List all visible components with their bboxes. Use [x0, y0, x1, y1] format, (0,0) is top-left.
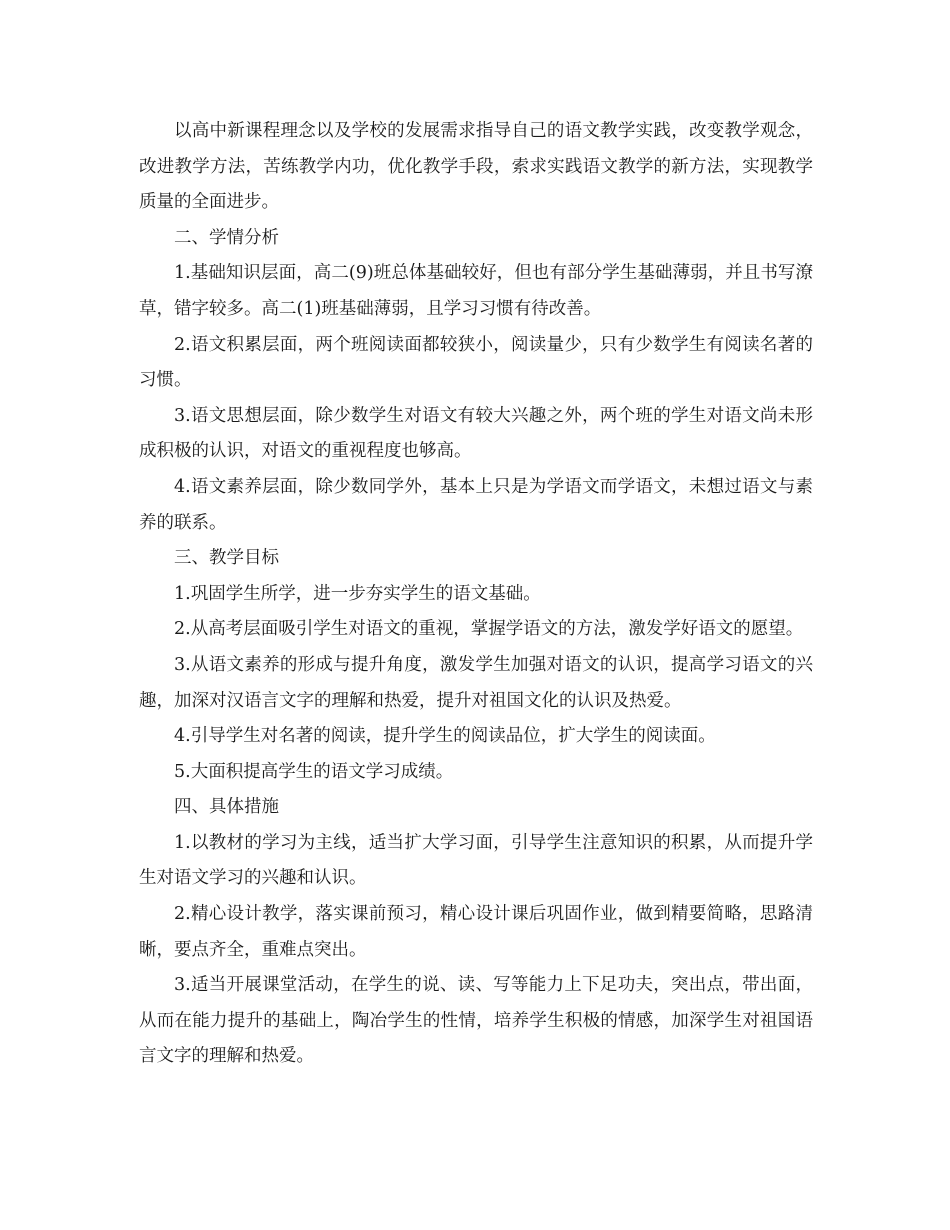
paragraph-measure-2: 2.精心设计教学，落实课前预习，精心设计课后巩固作业，做到精要简略，思路清晰，要点齐全，重难点突出。	[139, 904, 813, 960]
paragraph-goal-4: 4.引导学生对名著的阅读，提升学生的阅读品位，扩大学生的阅读面。	[174, 726, 716, 747]
paragraph-analysis-1: 1.基础知识层面，高二(9)班总体基础较好，但也有部分学生基础薄弱，并且书写潦草，错字较多。高二(1)班基础薄弱，且学习习惯有待改善。	[139, 263, 813, 319]
paragraph-analysis-4: 4.语文素养层面，除少数同学外，基本上只是为学语文而学语文，未想过语文与素养的联系。	[139, 476, 813, 533]
paragraph-goal-5: 5.大面积提高学生的语文学习成绩。	[174, 761, 454, 782]
paragraph-goal-1: 1.巩固学生所学，进一步夯实学生的语文基础。	[174, 583, 541, 604]
paragraph-goal-2: 2.从高考层面吸引学生对语文的重视，掌握学语文的方法，激发学好语文的愿望。	[174, 619, 804, 640]
section-heading-measures: 四、具体措施	[174, 797, 279, 818]
section-heading-learning-analysis: 二、学情分析	[174, 227, 279, 248]
paragraph-analysis-3: 3.语文思想层面，除少数学生对语文有较大兴趣之外，两个班的学生对语文尚未形成积极的认识，对语文的重视程度也够高。	[139, 405, 813, 462]
paragraph-intro: 以高中新课程理念以及学校的发展需求指导自己的语文教学实践，改变教学观念，改进教学方法，苦练教学内功，优化教学手段，索求实践语文教学的新方法，实现教学质量的全面进步。	[139, 121, 813, 213]
paragraph-goal-3: 3.从语文素养的形成与提升角度，激发学生加强对语文的认识，提高学习语文的兴趣，加深对汉语言文字的理解和热爱，提升对祖国文化的认识及热爱。	[139, 654, 813, 711]
document-body	[139, 114, 813, 1075]
paragraph-measure-3: 3.适当开展课堂活动，在学生的说、读、写等能力上下足功夫，突出点，带出面，从而在能力提升的基础上，陶冶学生的性情，培养学生积极的情感，加深学生对祖国语言文字的理解和热爱。	[139, 975, 813, 1067]
paragraph-analysis-2: 2.语文积累层面，两个班阅读面都较狭小，阅读量少，只有少数学生有阅读名著的习惯。	[139, 334, 813, 391]
section-heading-teaching-goals: 三、教学目标	[174, 548, 279, 569]
paragraph-measure-1: 1.以教材的学习为主线，适当扩大学习面，引导学生注意知识的积累，从而提升学生对语文学习的兴趣和认识。	[139, 832, 813, 889]
